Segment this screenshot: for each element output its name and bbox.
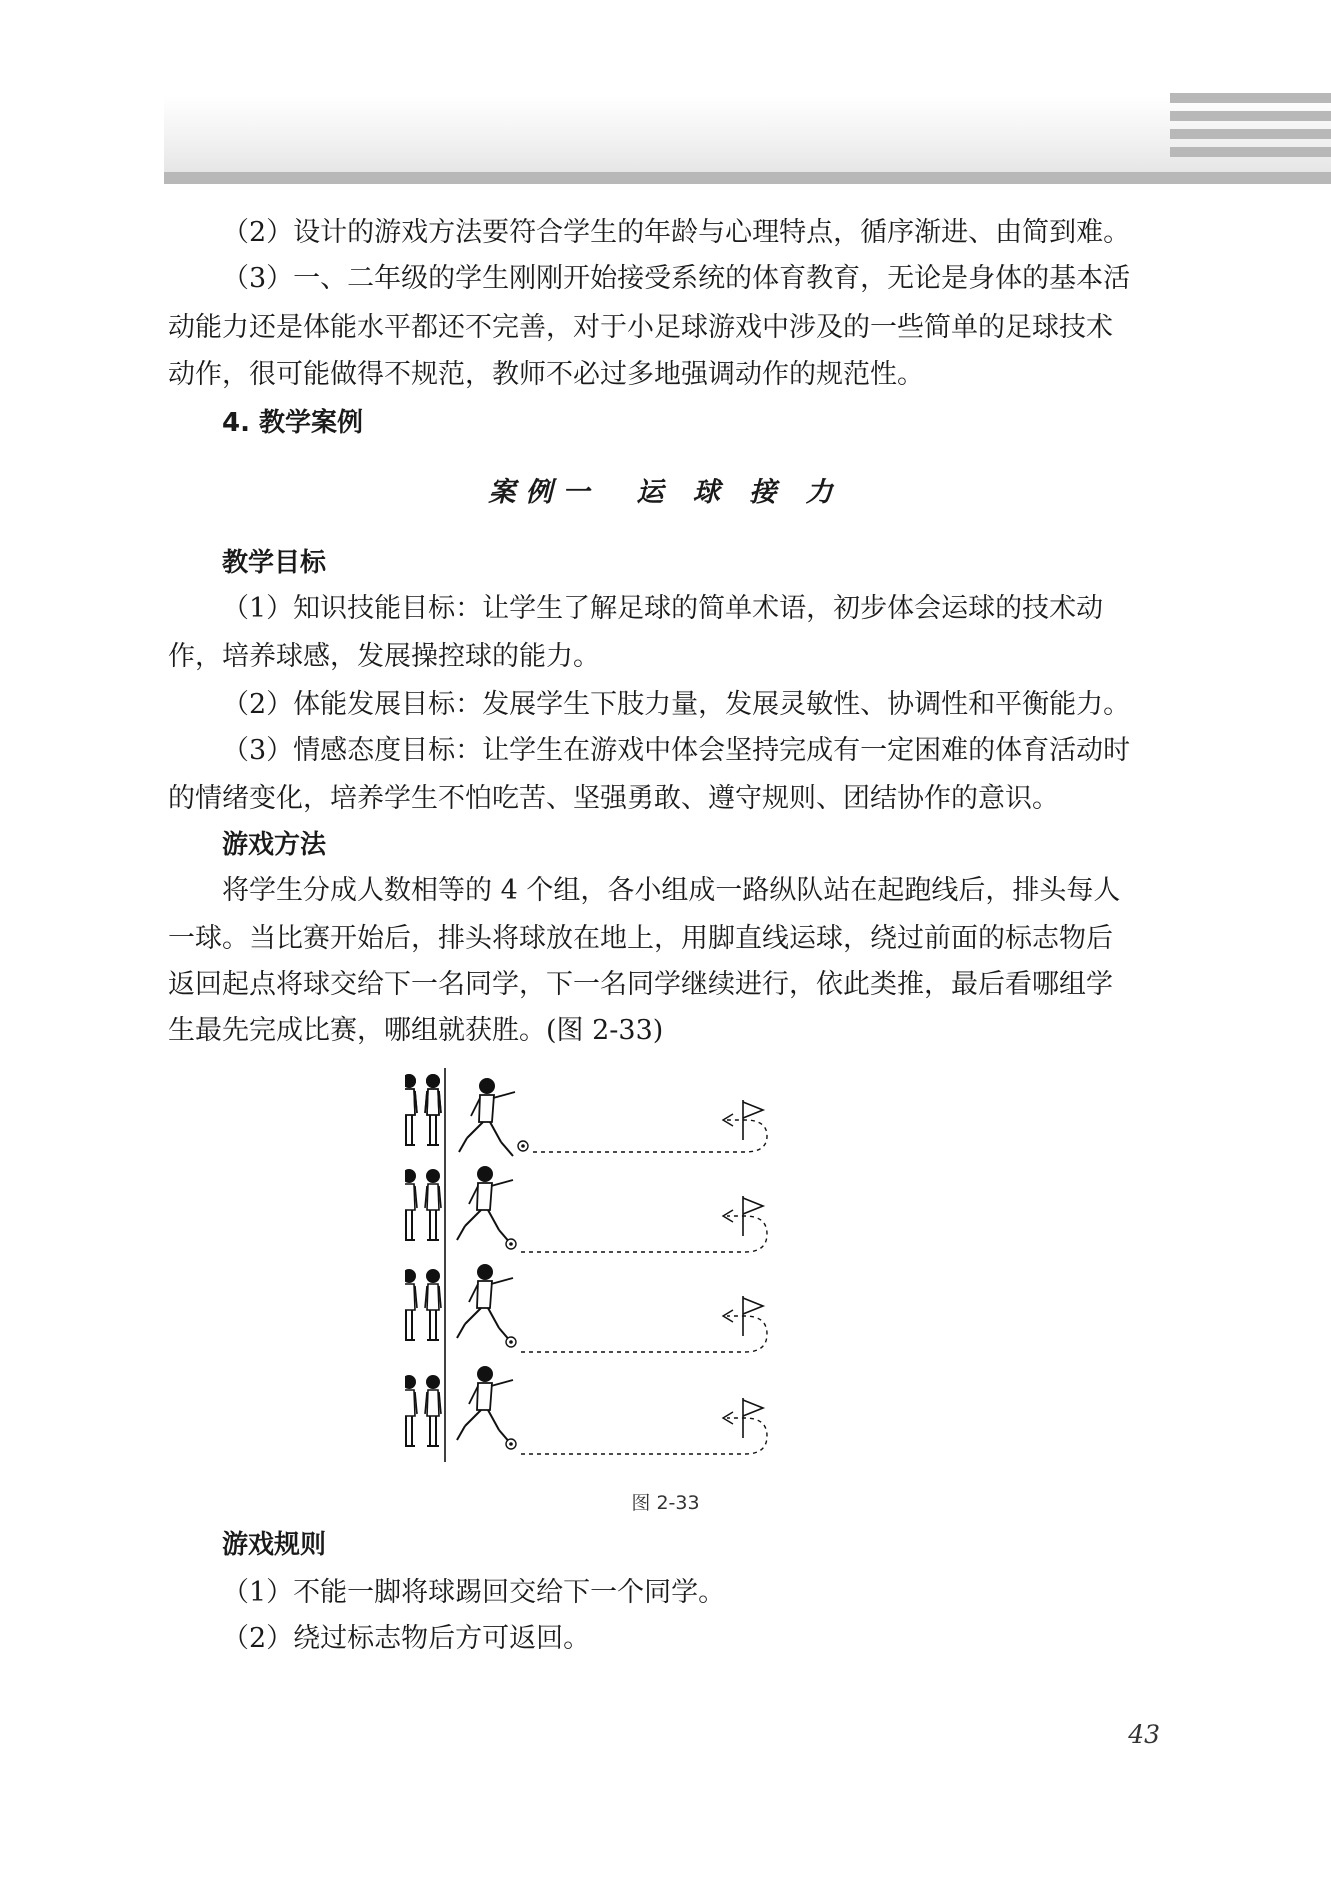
goals-line-1: （1）知识技能目标：让学生了解足球的简单术语，初步体会运球的技术动 <box>222 593 1104 624</box>
case-title: 案例一 运 球 接 力 <box>488 477 843 508</box>
goals-line-3: （2）体能发展目标：发展学生下肢力量，发展灵敏性、协调性和平衡能力。 <box>222 689 1131 720</box>
intro-line-4: 动作，很可能做得不规范，教师不必过多地强调动作的规范性。 <box>168 359 924 390</box>
goals-line-2: 作，培养球感，发展操控球的能力。 <box>168 641 600 672</box>
rules-heading: 游戏规则 <box>222 1530 327 1560</box>
method-line-1: 将学生分成人数相等的 4 个组，各小组成一路纵队站在起跑线后，排头每人 <box>222 875 1121 906</box>
intro-line-2: （3）一、二年级的学生刚刚开始接受系统的体育教育，无论是身体的基本活 <box>222 263 1131 294</box>
row-3 <box>457 1264 767 1352</box>
row-1 <box>459 1078 767 1156</box>
rules-line-2: （2）绕过标志物后方可返回。 <box>222 1623 591 1654</box>
method-heading: 游戏方法 <box>222 830 327 860</box>
method-line-3: 返回起点将球交给下一名同学，下一名同学继续进行，依此类推，最后看哪组学 <box>168 969 1113 1000</box>
method-line-4: 生最先完成比赛，哪组就获胜。(图 2-33) <box>168 1015 664 1046</box>
intro-line-1: （2）设计的游戏方法要符合学生的年龄与心理特点，循序渐进、由简到难。 <box>222 217 1131 248</box>
header-stripes <box>1170 93 1331 165</box>
header-rule <box>164 172 1331 184</box>
page-number: 43 <box>1128 1720 1160 1749</box>
row-4 <box>457 1366 767 1454</box>
row-2 <box>457 1166 767 1252</box>
intro-line-3: 动能力还是体能水平都还不完善，对于小足球游戏中涉及的一些简单的足球技术 <box>168 312 1113 343</box>
relay-figure <box>405 1056 925 1466</box>
goals-line-4: （3）情感态度目标：让学生在游戏中体会坚持完成有一定困难的体育活动时 <box>222 735 1131 766</box>
header-band <box>164 96 1331 172</box>
goals-line-5: 的情绪变化，培养学生不怕吃苦、坚强勇敢、遵守规则、团结协作的意识。 <box>168 783 1059 814</box>
figure-caption: 图 2-33 <box>631 1492 700 1514</box>
rules-line-1: （1）不能一脚将球踢回交给下一个同学。 <box>222 1577 726 1608</box>
goals-heading: 教学目标 <box>222 548 327 578</box>
section-title: 4. 教学案例 <box>222 408 364 438</box>
method-line-2: 一球。当比赛开始后，排头将球放在地上，用脚直线运球，绕过前面的标志物后 <box>168 923 1113 954</box>
